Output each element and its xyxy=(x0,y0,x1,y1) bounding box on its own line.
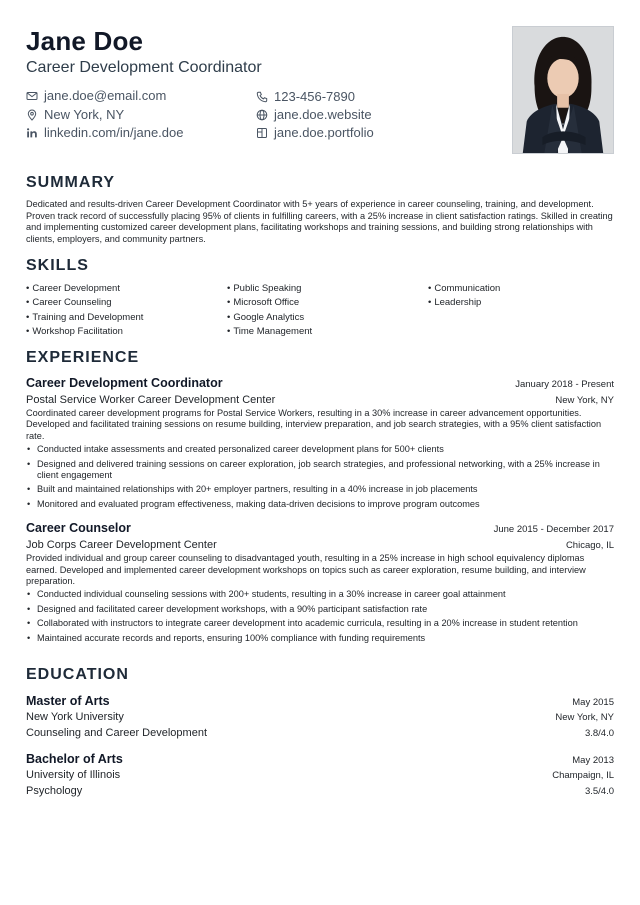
skill-item: • Workshop Facilitation xyxy=(26,326,227,337)
degree-name: Master of Arts xyxy=(26,694,110,708)
job-bullets xyxy=(26,444,614,510)
education-heading: EDUCATION xyxy=(26,666,129,683)
contact-phone[interactable] xyxy=(256,89,355,105)
contact-website-text: jane.doe.website xyxy=(274,107,372,122)
graduation-date: May 2015 xyxy=(572,697,614,708)
job-bullet: • Built and maintained relationships with 20+ employer partners, resulting in a 40% increase in job placements xyxy=(26,484,614,495)
job-title: Career Development Coordinator xyxy=(26,376,223,390)
job-dates: January 2018 - Present xyxy=(515,379,614,390)
skill-item: • Career Development xyxy=(26,283,227,294)
contact-portfolio-text: jane.doe.portfolio xyxy=(274,125,374,140)
skill-empty xyxy=(428,312,614,323)
job-bullet: • Conducted intake assessments and created personalized career development plans for 500+ clients xyxy=(26,444,614,455)
skills-heading: SKILLS xyxy=(26,257,89,274)
phone-icon xyxy=(256,91,268,103)
candidate-title: Career Development Coordinator xyxy=(26,59,262,76)
skill-item: • Training and Development xyxy=(26,312,227,323)
summary-text: Dedicated and results-driven Career Development Coordinator with 5+ years of experience in career counseling, training, and development. Proven track record of successfully placing 95% of clients in fulfilling careers, with a 25% increase in client satisfaction ratings. Skilled in creating and implementing customized career development plans, facilitating workshops and training sessions, and building strong relationships with clients, employers, and community partners. xyxy=(26,199,613,244)
skill-item: • Communication xyxy=(428,283,614,294)
contact-email-text: jane.doe@email.com xyxy=(44,88,167,103)
degree-name: Bachelor of Arts xyxy=(26,752,123,766)
experience-entry xyxy=(26,376,614,510)
skill-item: • Time Management xyxy=(227,326,428,337)
contact-email[interactable] xyxy=(26,88,166,104)
job-title: Career Counselor xyxy=(26,521,131,536)
school-location: Champaign, IL xyxy=(552,770,614,781)
job-bullet: • Monitored and evaluated program effectiveness, making data-driven decisions to improve program outcomes xyxy=(26,499,614,510)
job-organization: Job Corps Career Development Center xyxy=(26,539,217,552)
education-entry xyxy=(26,752,614,799)
skills-section xyxy=(26,256,614,337)
candidate-name: Jane Doe xyxy=(26,26,144,56)
portfolio-icon xyxy=(256,127,268,139)
summary-heading: SUMMARY xyxy=(26,174,116,191)
skill-item: • Leadership xyxy=(428,297,614,308)
school-name: University of Illinois xyxy=(26,769,121,781)
job-bullet: • Collaborated with instructors to integrate career development into academic curricula, resulting in a 20% increase in student retention xyxy=(26,618,614,629)
contact-linkedin[interactable] xyxy=(26,125,183,141)
mail-icon xyxy=(26,90,38,102)
field-of-study: Psychology xyxy=(26,785,83,797)
job-bullet: • Designed and facilitated career development workshops, with a 90% participant satisfaction rate xyxy=(26,604,614,615)
summary-section xyxy=(26,173,614,245)
job-organization: Postal Service Worker Career Development Center xyxy=(26,394,276,406)
skill-item: • Public Speaking xyxy=(227,283,428,294)
contact-location xyxy=(26,107,124,123)
skill-item: • Microsoft Office xyxy=(227,297,428,308)
globe-icon xyxy=(256,109,268,121)
job-location: New York, NY xyxy=(555,395,614,406)
job-bullet: • Conducted individual counseling sessions with 200+ students, resulting in a 30% increase in career goal attainment xyxy=(26,589,614,600)
job-description: Provided individual and group career counseling to disadvantaged youth, resulting in a 25% increase in high school equivalency diplomas earned. Developed and implemented career development workshops on topics such as career exploration, resume building, and interview preparation. xyxy=(26,553,586,587)
job-bullet: • Maintained accurate records and reports, ensuring 100% compliance with funding requirements xyxy=(26,633,614,644)
contact-phone-text: 123-456-7890 xyxy=(274,89,355,104)
contact-portfolio[interactable] xyxy=(256,125,374,141)
skill-item: • Career Counseling xyxy=(26,297,227,308)
job-bullet: • Designed and delivered training sessions on career exploration, job search strategies, and professional networking, with a 25% increase in client engagement xyxy=(26,459,614,482)
location-pin-icon xyxy=(26,109,38,121)
graduation-date: May 2013 xyxy=(572,755,614,766)
contact-location-text: New York, NY xyxy=(44,107,125,122)
job-description: Coordinated career development programs for Postal Service Workers, resulting in a 30% increase in career advancement opportunities. Developed and facilitated training sessions on resume building, interview preparation, and job search strategies, with a 95% client satisfaction rate. xyxy=(26,408,602,441)
gpa: 3.8/4.0 xyxy=(584,728,614,739)
skill-empty xyxy=(428,326,614,337)
field-of-study: Counseling and Career Development xyxy=(26,727,207,739)
skills-list xyxy=(26,283,614,337)
job-bullets xyxy=(26,589,614,644)
contact-linkedin-text: linkedin.com/in/jane.doe xyxy=(44,125,184,140)
profile-photo xyxy=(512,26,614,154)
skill-item: • Google Analytics xyxy=(227,312,428,323)
school-name: New York University xyxy=(26,711,124,723)
job-dates: June 2015 - December 2017 xyxy=(493,524,614,536)
job-location: Chicago, IL xyxy=(565,540,614,552)
school-location: New York, NY xyxy=(555,712,614,723)
contact-website[interactable] xyxy=(256,107,372,123)
education-entry xyxy=(26,694,614,741)
linkedin-icon xyxy=(26,127,38,139)
gpa: 3.5/4.0 xyxy=(584,786,614,797)
experience-section xyxy=(26,348,614,647)
education-section xyxy=(26,665,614,799)
experience-entry xyxy=(26,521,614,644)
experience-heading: EXPERIENCE xyxy=(26,349,140,366)
